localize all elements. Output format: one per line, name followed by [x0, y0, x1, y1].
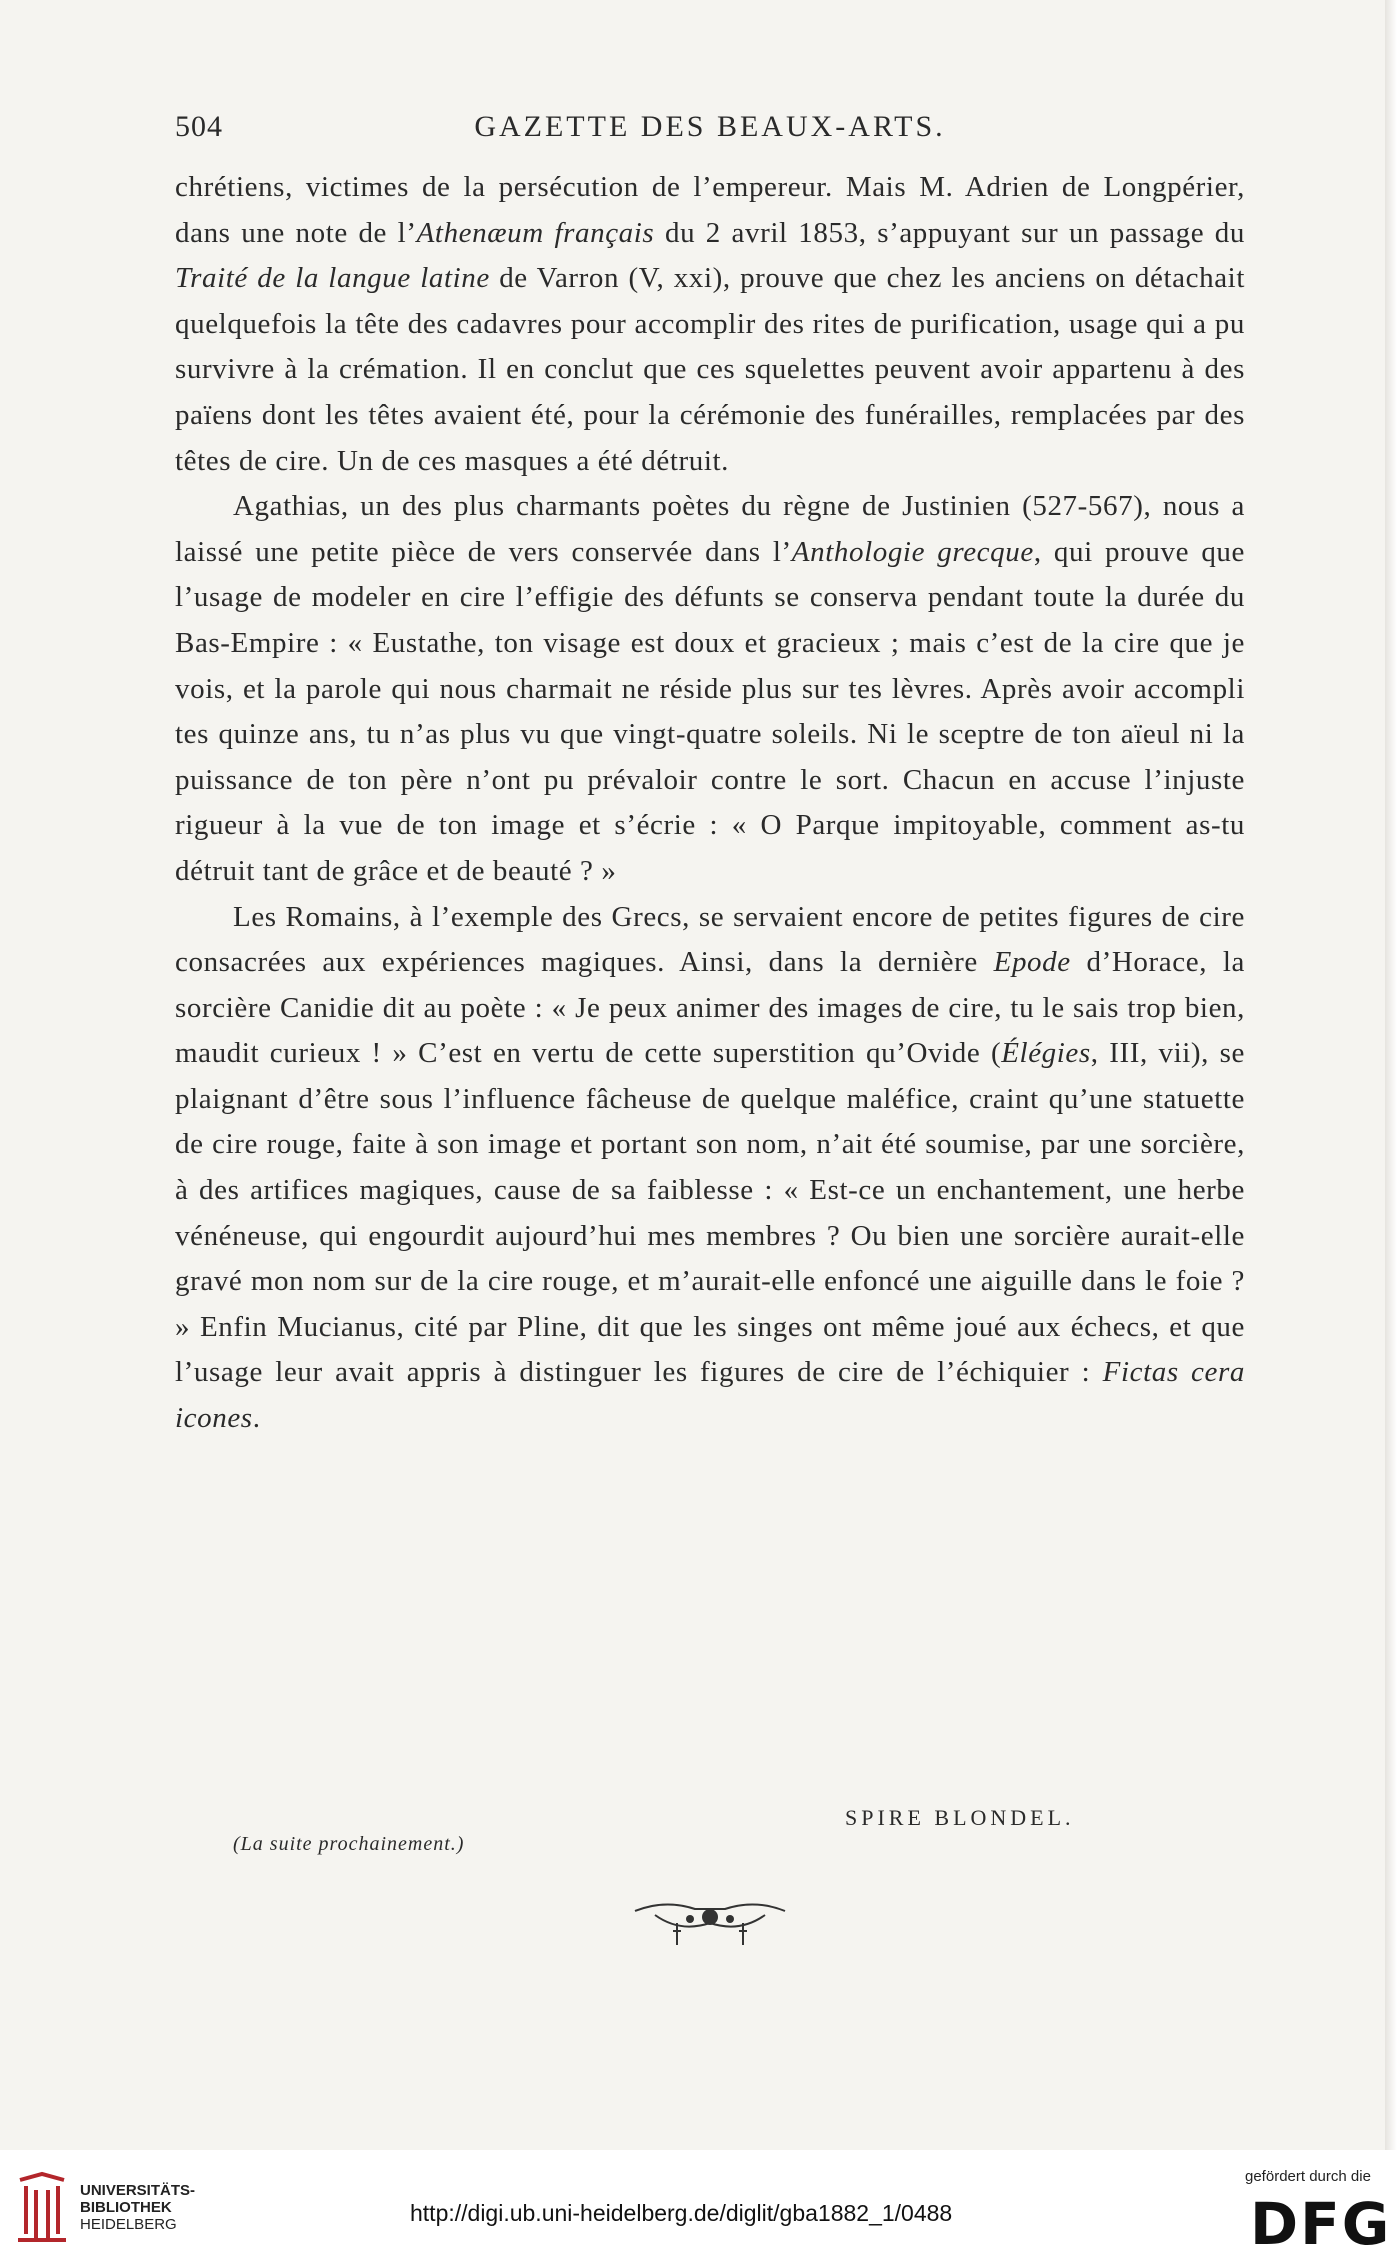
italic-title: Traité de la langue latine — [175, 262, 490, 295]
permalink-url[interactable]: http://digi.ub.uni-heidelberg.de/diglit/gba1882_1/0488 — [410, 2200, 953, 2226]
author-signature: SPIRE BLONDEL. — [845, 1805, 1075, 1830]
article-body — [175, 165, 1245, 1442]
text-run: Agathias, un des plus charmants poètes du règne de Justinien (527-567), nous a laissé une petite pièce de vers conservée dans l’ — [175, 490, 1245, 568]
italic-title: Fictas cera icones — [175, 1356, 1245, 1435]
journal-title: GAZETTE DES BEAUX-ARTS. — [474, 110, 946, 143]
text-run: d’Horace, la sorcière Canidie dit au poète : « Je peux animer des images de cire, tu le sais trop bien, maudit curieux ! » C’est en vertu de cette superstition qu’Ovide ( — [175, 946, 1246, 1070]
text-run: chrétiens, victimes de la persécution de l’empereur. Mais M. Adrien de Longpérier, dans une note de l’ — [175, 171, 1245, 249]
paragraph — [175, 165, 1245, 484]
page-number: 504 — [175, 110, 223, 143]
text-run: du 2 avril 1853, s’appuyant sur un passage du — [654, 216, 1246, 249]
fleuron-ornament-icon — [625, 1893, 795, 1953]
institution-name: UNIVERSITÄTS- BIBLIOTHEK HEIDELBERG — [80, 2182, 196, 2233]
continuation-note: (La suite prochainement.) — [233, 1833, 465, 1855]
paragraph — [175, 484, 1245, 894]
text-run: Les Romains, à l’exemple des Grecs, se servaient encore de petites figures de cire consacrées aux expériences magiques. Ainsi, dans la dernière — [175, 900, 1245, 979]
text-run: , qui prouve que l’usage de modeler en cire l’effigie des défunts se conserva pendant toute la durée du Bas-Empire : « Eustathe, ton visage est doux et gracieux ; mais c’est de la cire que je vois, et la parole qui nous charmait ne réside plus sur tes lèvres. Après avoir accompli tes quinze ans, tu n’as plus vu que vingt-quatre soleils. Ni le sceptre de ton aïeul ni la puissance de ton père n’ont pu prévaloir contre le sort. Chacun en accuse l’injuste rigueur à la vue de ton image et s’écrie : « O Parque impitoyable, comment as-tu détruit tant de grâce et de beauté ? » — [175, 535, 1245, 887]
page-edge — [1385, 0, 1397, 2150]
dfg-logo: DFG — [1250, 2190, 1392, 2258]
funded-by-label: gefördert durch die — [1245, 2168, 1371, 2185]
text-run: de Varron (V, xxi), prouve que chez les anciens on détachait quelquefois la tête des cadavres pour accomplir des rites de purification, usage qui a pu survivre à la crémation. Il en conclut que ces squelettes peuvent avoir appartenu à des païens dont les têtes avaient été, pour la cérémonie des funérailles, remplacées par des têtes de cire. Un de ces masques a été détruit. — [175, 262, 1245, 477]
italic-title: Epode — [993, 946, 1071, 979]
paragraph — [175, 895, 1245, 1442]
text-run: , III, vii), se plaignant d’être sous l’influence fâcheuse de quelque maléfice, craint qu’une statuette de cire rouge, faite à son image et portant son nom, n’ait été soumise, par une sorcière, à des artifices magiques, cause de sa faiblesse : « Est-ce un enchantement, une herbe vénéneuse, qui engourdit aujourd’hui mes membres ? Ou bien une sorcière aurait-elle gravé mon nom sur de la cire rouge, et m’aurait-elle enfoncé une aiguille dans le foie ? » Enfin Mucianus, cité par Pline, dit que les singes ont même joué aux échecs, et que l’usage leur avait appris à distinguer les figures de cire de l’échiquier : — [175, 1037, 1245, 1389]
university-library-logo-icon — [12, 2170, 72, 2245]
text-run: . — [252, 1402, 261, 1435]
italic-title: Anthologie grecque — [791, 535, 1034, 568]
digitization-footer — [0, 2150, 1397, 2261]
italic-title: Élégies — [1001, 1037, 1091, 1070]
running-head — [175, 110, 1245, 150]
italic-title: Athenæum français — [416, 216, 655, 249]
